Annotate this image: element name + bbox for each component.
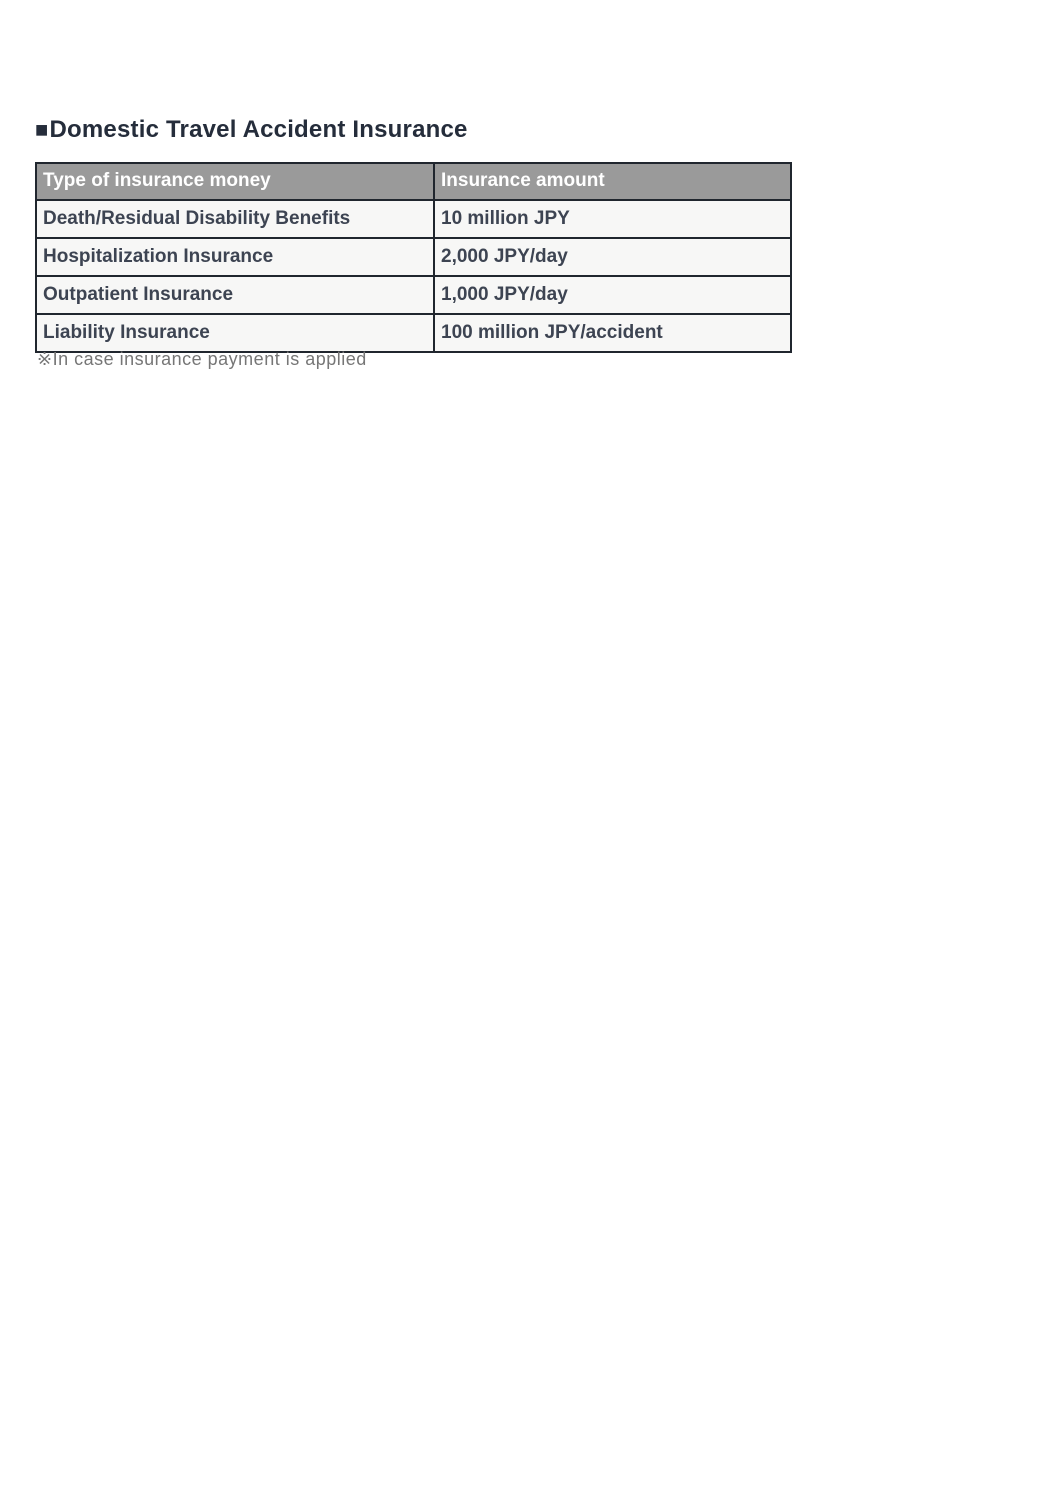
- column-header-type: Type of insurance money: [36, 163, 434, 200]
- page-title: [35, 116, 468, 144]
- insurance-table: [35, 162, 792, 353]
- cell-insurance-type: Outpatient Insurance: [36, 276, 434, 314]
- cell-insurance-type: Liability Insurance: [36, 314, 434, 352]
- table-row: [36, 276, 791, 314]
- cell-insurance-type: Death/Residual Disability Benefits: [36, 200, 434, 238]
- cell-insurance-amount: 100 million JPY/accident: [434, 314, 791, 352]
- cell-insurance-amount: 2,000 JPY/day: [434, 238, 791, 276]
- page-title-text: Domestic Travel Accident Insurance: [49, 116, 468, 144]
- table-header-row: [36, 163, 791, 200]
- square-bullet-icon: ■: [35, 117, 49, 143]
- footnote: ※In case insurance payment is applied: [37, 349, 367, 369]
- table-row: [36, 238, 791, 276]
- table-row: [36, 314, 791, 352]
- cell-insurance-amount: 10 million JPY: [434, 200, 791, 238]
- column-header-amount: Insurance amount: [434, 163, 791, 200]
- table-row: [36, 200, 791, 238]
- cell-insurance-type: Hospitalization Insurance: [36, 238, 434, 276]
- cell-insurance-amount: 1,000 JPY/day: [434, 276, 791, 314]
